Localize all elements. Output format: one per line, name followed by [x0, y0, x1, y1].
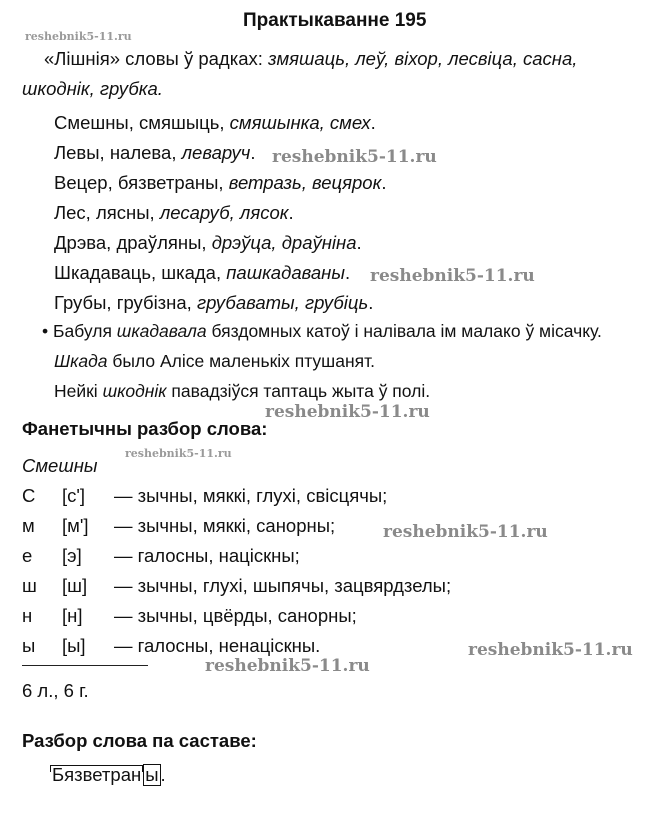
exercise-intro-line-2: шкоднік, грубка. — [22, 78, 163, 99]
example-sentence: Шкада было Алісе маленькіх птушанят. — [54, 351, 376, 371]
phonetic-item: ы [ы] — галосны, ненацiскны. — [22, 635, 321, 656]
word-row: Смешны, смяшыць, смяшынка, смех. — [54, 112, 376, 133]
word-row: Вецер, бязветраны, ветразь, вецярок. — [54, 172, 387, 193]
phonetic-heading: Фанетычны разбор слова: — [22, 418, 268, 439]
example-sentence: • Бабуля шкадавала бяздомных катоў і налівала ім малако ў місачку. — [42, 321, 602, 341]
watermark: reshebnik5-11.ru — [205, 656, 370, 676]
watermark: reshebnik5-11.ru — [383, 522, 548, 542]
watermark: reshebnik5-11.ru — [370, 266, 535, 286]
phonetic-item: м [м'] — зычны, мяккі, санорны; — [22, 515, 336, 536]
watermark: reshebnik5-11.ru — [272, 147, 437, 167]
phonetic-item: н [н] — зычны, цвёрды, санорны; — [22, 605, 357, 626]
word-row: Дрэва, драўляны, дрэўца, драўніна. — [54, 232, 362, 253]
watermark: reshebnik5-11.ru — [265, 402, 430, 422]
word-row: Грубы, грубізна, грубаваты, грубіць. — [54, 292, 374, 313]
watermark: reshebnik5-11.ru — [125, 447, 232, 460]
bullet: • — [42, 321, 49, 341]
word-row: Левы, налева, леваруч. — [54, 142, 256, 163]
intro-prefix: «Лішнія» словы ў радках: — [44, 48, 269, 69]
exercise-intro-line-1 — [44, 48, 577, 70]
morphemic-heading: Разбор слова па саставе: — [22, 730, 257, 751]
phonetic-summary: 6 л., 6 г. — [22, 680, 89, 701]
word-row: Лес, лясны, лесаруб, лясок. — [54, 202, 294, 223]
word-ending: ы — [145, 764, 159, 785]
phonetic-item: С [с'] — зычны, мяккі, глухі, свісцячы; — [22, 485, 388, 506]
divider — [22, 665, 148, 666]
watermark: reshebnik5-11.ru — [468, 640, 633, 660]
morphemic-word: Бязветран ы . — [52, 764, 166, 785]
example-sentence: Нейкі шкоднік павадзіўся таптаць жыта ў полі. — [54, 381, 431, 401]
phonetic-word: Смешны — [22, 455, 98, 476]
phonetic-item: ш [ш] — зычны, глухі, шыпячы, зацвярдзелы; — [22, 575, 452, 596]
phonetic-item: е [э] — галосны, націскны; — [22, 545, 300, 566]
intro-words: змяшаць, леў, віхор, лесвіца, сасна, — [268, 48, 578, 69]
word-stem: Бязветран — [52, 764, 142, 785]
page-title: Практыкаванне 195 — [243, 10, 427, 31]
word-row: Шкадаваць, шкада, пашкадаваны. — [54, 262, 351, 283]
watermark: reshebnik5-11.ru — [25, 30, 132, 43]
